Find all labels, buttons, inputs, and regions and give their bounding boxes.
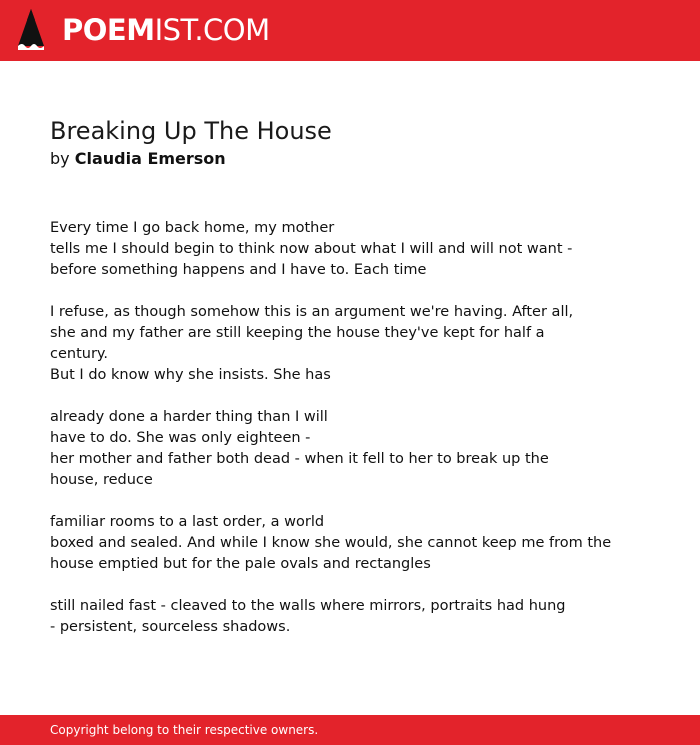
poem-line: century.	[50, 346, 109, 362]
copyright-text: Copyright belong to their respective owners.	[50, 723, 319, 737]
poem-line: I refuse, as though somehow this is an argument we're having. After all,	[50, 304, 574, 320]
pencil-icon	[14, 6, 48, 54]
poem-line: her mother and father both dead - when it fell to her to break up the	[50, 451, 549, 467]
site-logo-text	[62, 6, 270, 54]
poem-line: already done a harder thing than I will	[50, 409, 328, 425]
poem-line: tells me I should begin to think now about what I will and will not want -	[50, 241, 573, 257]
poem-line: Every time I go back home, my mother	[50, 220, 335, 236]
poem-line: house emptied but for the pale ovals and rectangles	[50, 556, 431, 572]
poem-line: But I do know why she insists. She has	[50, 367, 331, 383]
poem-byline	[50, 149, 226, 169]
author-link[interactable]: Claudia Emerson	[74, 149, 226, 168]
poem-stanza	[50, 407, 650, 491]
poem-stanza	[50, 596, 650, 638]
poem-line: - persistent, sourceless shadows.	[50, 619, 291, 635]
poem-stanza	[50, 218, 650, 281]
poem-body	[50, 218, 650, 659]
logo-light-text: IST.COM	[154, 13, 270, 47]
poem-stanza	[50, 512, 650, 575]
poem-line: she and my father are still keeping the house they've kept for half a	[50, 325, 545, 341]
site-footer	[0, 715, 700, 745]
poem-line: still nailed fast - cleaved to the walls where mirrors, portraits had hung	[50, 598, 566, 614]
by-label: by	[50, 149, 70, 168]
poem-stanza	[50, 302, 650, 386]
logo-bold-text: POEM	[62, 13, 155, 47]
poem-line: house, reduce	[50, 472, 153, 488]
poem-line: before something happens and I have to. Each time	[50, 262, 427, 278]
poem-line: familiar rooms to a last order, a world	[50, 514, 325, 530]
poem-line: have to do. She was only eighteen -	[50, 430, 311, 446]
site-header	[0, 0, 700, 61]
site-logo-link[interactable]	[14, 6, 270, 54]
poem-title: Breaking Up The House	[50, 117, 332, 145]
poem-line: boxed and sealed. And while I know she would, she cannot keep me from the	[50, 535, 612, 551]
